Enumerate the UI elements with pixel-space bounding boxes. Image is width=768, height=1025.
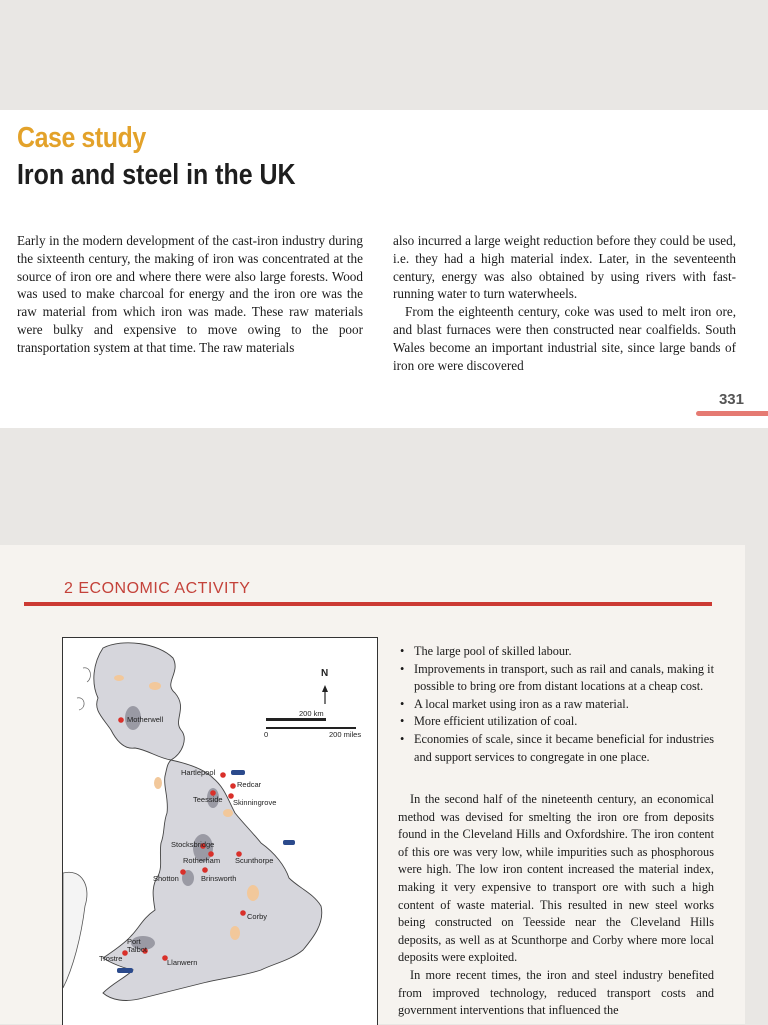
label-stocksbridge: Stocksbridge <box>171 840 215 849</box>
list-item: • A local market using iron as a raw material. <box>398 696 714 714</box>
scale-bar-miles <box>266 727 356 729</box>
label-motherwell: Motherwell <box>127 715 164 724</box>
section-header: 2 ECONOMIC ACTIVITY <box>64 580 251 597</box>
port-icon-wales <box>117 968 133 973</box>
site-motherwell <box>118 717 124 723</box>
uk-iron-steel-map <box>62 637 378 1025</box>
paragraph: In more recent times, the iron and steel industry benefited from improved technology, reduced transport costs and government interventions that influenced the <box>398 967 714 1018</box>
site-brinsworth <box>202 867 208 873</box>
ireland-landmass <box>63 872 87 988</box>
paragraph: From the eighteenth century, coke was used to melt iron ore, and blast furnaces were then constructed near coalfields. South Wales become an important industrial site, since large bands of iron ore were discovered <box>393 304 736 373</box>
page-upper <box>0 110 768 428</box>
north-arrow-head <box>322 685 328 692</box>
isles-outline <box>77 668 90 710</box>
label-skinningrove: Skinningrove <box>233 798 277 807</box>
scotland-landmass <box>94 643 184 760</box>
site-redcar <box>230 783 236 789</box>
label-teesside: Teesside <box>193 795 223 804</box>
port-icon-teesside <box>231 770 245 775</box>
port-icon-humber <box>283 840 295 845</box>
factor-list <box>398 643 714 766</box>
case-study-title: Iron and steel in the UK <box>17 159 296 191</box>
label-corby: Corby <box>247 912 268 921</box>
label-llanwern: Llanwern <box>167 958 198 967</box>
label-rotherham: Rotherham <box>183 856 221 865</box>
ore-deposit <box>247 885 259 901</box>
scale-bar-km <box>266 718 326 721</box>
label-shotton: Shotton <box>153 874 179 883</box>
list-item: • More efficient utilization of coal. <box>398 713 714 731</box>
north-label: N <box>321 668 329 679</box>
ore-deposit <box>223 809 233 817</box>
paragraph: also incurred a large weight reduction before they could be used, i.e. they had a high material index. Later, in the seventeenth century, energy was also obtained by using rivers with fast-running water to turn waterwheels. <box>393 233 736 302</box>
ore-deposit <box>154 777 162 789</box>
ore-deposit <box>230 926 240 940</box>
list-item: • The large pool of skilled labour. <box>398 643 714 661</box>
label-trostre: Trostre <box>99 954 123 963</box>
label-port-talbot: Port Talbot <box>127 937 148 954</box>
site-corby <box>240 910 246 916</box>
case-study-label: Case study <box>17 122 146 154</box>
paragraph: Early in the modern development of the cast-iron industry during the sixteenth century, the making of iron was concentrated at the source of iron ore and where there were also large forests. Wood was used to make charcoal for energy and the iron ore was the raw material from which iron was made. These raw materials were bulky and expensive to move owing to the poor transportation system at that time. The raw materials <box>17 233 363 355</box>
text-column-left <box>17 232 363 357</box>
ore-deposit <box>114 675 124 681</box>
scale-zero-label: 0 <box>264 730 269 739</box>
label-scunthorpe: Scunthorpe <box>235 856 274 865</box>
text-body-lower <box>398 791 714 1020</box>
scale-miles-label: 200 miles <box>329 730 362 739</box>
page-lower <box>0 545 745 1024</box>
label-brinsworth: Brinsworth <box>201 874 237 883</box>
site-shotton <box>180 869 186 875</box>
list-item: • Economies of scale, since it became beneficial for industries and support services to congregate in one place. <box>398 731 714 766</box>
page-number-bar <box>696 411 768 416</box>
label-hartlepool: Hartlepool <box>181 768 216 777</box>
page-number: 331 <box>718 391 744 408</box>
scale-km-label: 200 km <box>299 709 324 718</box>
map-graphic <box>63 638 377 1025</box>
text-column-right <box>393 232 736 374</box>
site-hartlepool <box>220 772 226 778</box>
list-item: • Improvements in transport, such as rail and canals, making it possible to bring ore from distant locations at a cheap cost. <box>398 661 714 696</box>
label-redcar: Redcar <box>237 780 262 789</box>
ore-deposit <box>149 682 161 690</box>
header-rule <box>24 602 712 606</box>
paragraph: In the second half of the nineteenth century, an economical method was devised for smelting the iron ore from deposits found in the Cleveland Hills and Oxfordshire. The iron content of this ore was very low, while impurities such as phosphorous were high. The low iron content increased the material index, making it very expensive to transport ore with such a high content of waste material. This resulted in new steel works being constructed on Teesside near the Cleveland Hills deposits, as well as at Scunthorpe and Corby where more local deposits were exploited. <box>398 792 714 965</box>
